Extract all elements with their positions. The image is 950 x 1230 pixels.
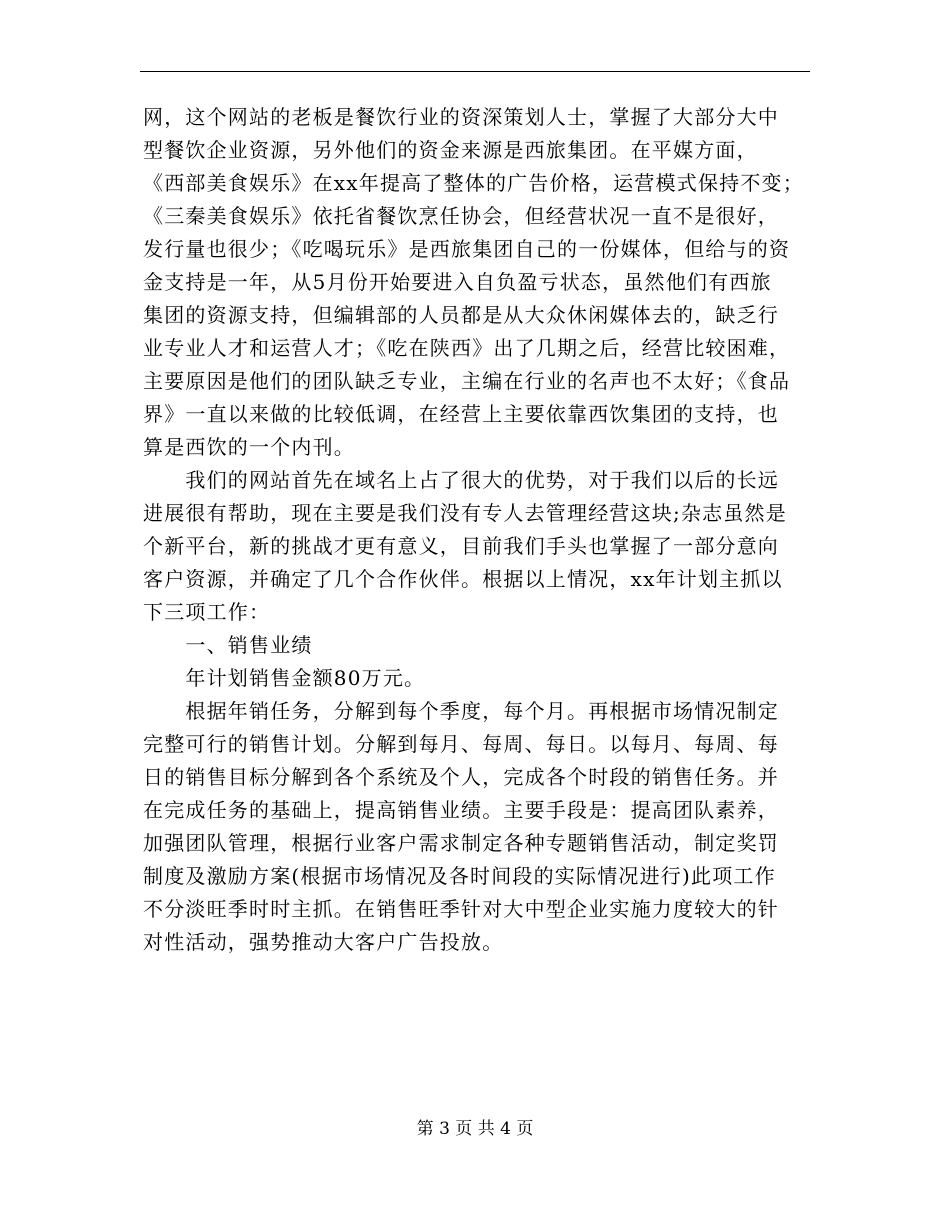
text-line: 网，这个网站的老板是餐饮行业的资深策划人士，掌握了大部分大中 <box>143 105 779 129</box>
text-line: 进展很有帮助，现在主要是我们没有专人去管理经营这块;杂志虽然是 <box>143 501 787 525</box>
text-line: 下三项工作： <box>143 600 271 624</box>
text-line: 《西部美食娱乐》在xx年提高了整体的广告价格，运营模式保持不变； <box>143 171 804 195</box>
text-line: 客户资源，并确定了几个合作伙伴。根据以上情况，xx年计划主抓以 <box>143 567 783 591</box>
page-footer: 第 3 页 共 4 页 <box>416 1119 534 1139</box>
text-line: 业专业人才和运营人才；《吃在陕西》出了几期之后，经营比较困难， <box>143 336 791 360</box>
text-line: 完整可行的销售计划。分解到每月、每周、每日。以每月、每周、每 <box>143 732 779 756</box>
text-line: 界》一直以来做的比较低调，在经营上主要依靠西饮集团的支持，也 <box>143 402 779 426</box>
text-line: 在完成任务的基础上，提高销售业绩。主要手段是：提高团队素养， <box>143 798 779 822</box>
text-line: 对性活动，强势推动大客户广告投放。 <box>143 930 504 954</box>
document-body <box>143 101 810 959</box>
text-line: 金支持是一年，从5月份开始要进入自负盈亏状态，虽然他们有西旅 <box>143 270 772 294</box>
text-line: 不分淡旺季时时主抓。在销售旺季针对大中型企业实施力度较大的针 <box>143 897 779 921</box>
text-line: 《三秦美食娱乐》依托省餐饮烹任协会，但经营状况一直不是很好， <box>143 204 779 228</box>
text-line: 发行量也很少；《吃喝玩乐》是西旅集团自己的一份媒体，但给与的资 <box>143 237 791 261</box>
text-line: 年计划销售金额80万元。 <box>143 666 426 690</box>
text-line: 制度及激励方案(根据市场情况及各时间段的实际情况进行)此项工作 <box>143 864 776 888</box>
section-heading: 一、销售业绩 <box>143 633 313 657</box>
text-line: 个新平台，新的挑战才更有意义，目前我们手头也掌握了一部分意向 <box>143 534 779 558</box>
header-rule <box>140 71 810 72</box>
text-line: 加强团队管理，根据行业客户需求制定各种专题销售活动，制定奖罚 <box>143 831 779 855</box>
text-line: 日的销售目标分解到各个系统及个人，完成各个时段的销售任务。并 <box>143 765 779 789</box>
text-line: 算是西饮的一个内刊。 <box>143 435 355 459</box>
text-line: 集团的资源支持，但编辑部的人员都是从大众休闲媒体去的，缺乏行 <box>143 303 779 327</box>
text-line: 根据年销任务，分解到每个季度，每个月。再根据市场情况制定 <box>143 699 779 723</box>
text-line: 我们的网站首先在域名上占了很大的优势，对于我们以后的长远 <box>143 468 779 492</box>
text-line: 型餐饮企业资源，另外他们的资金来源是西旅集团。在平媒方面， <box>143 138 758 162</box>
text-line: 主要原因是他们的团队缺乏专业，主编在行业的名声也不太好；《食品 <box>143 369 791 393</box>
